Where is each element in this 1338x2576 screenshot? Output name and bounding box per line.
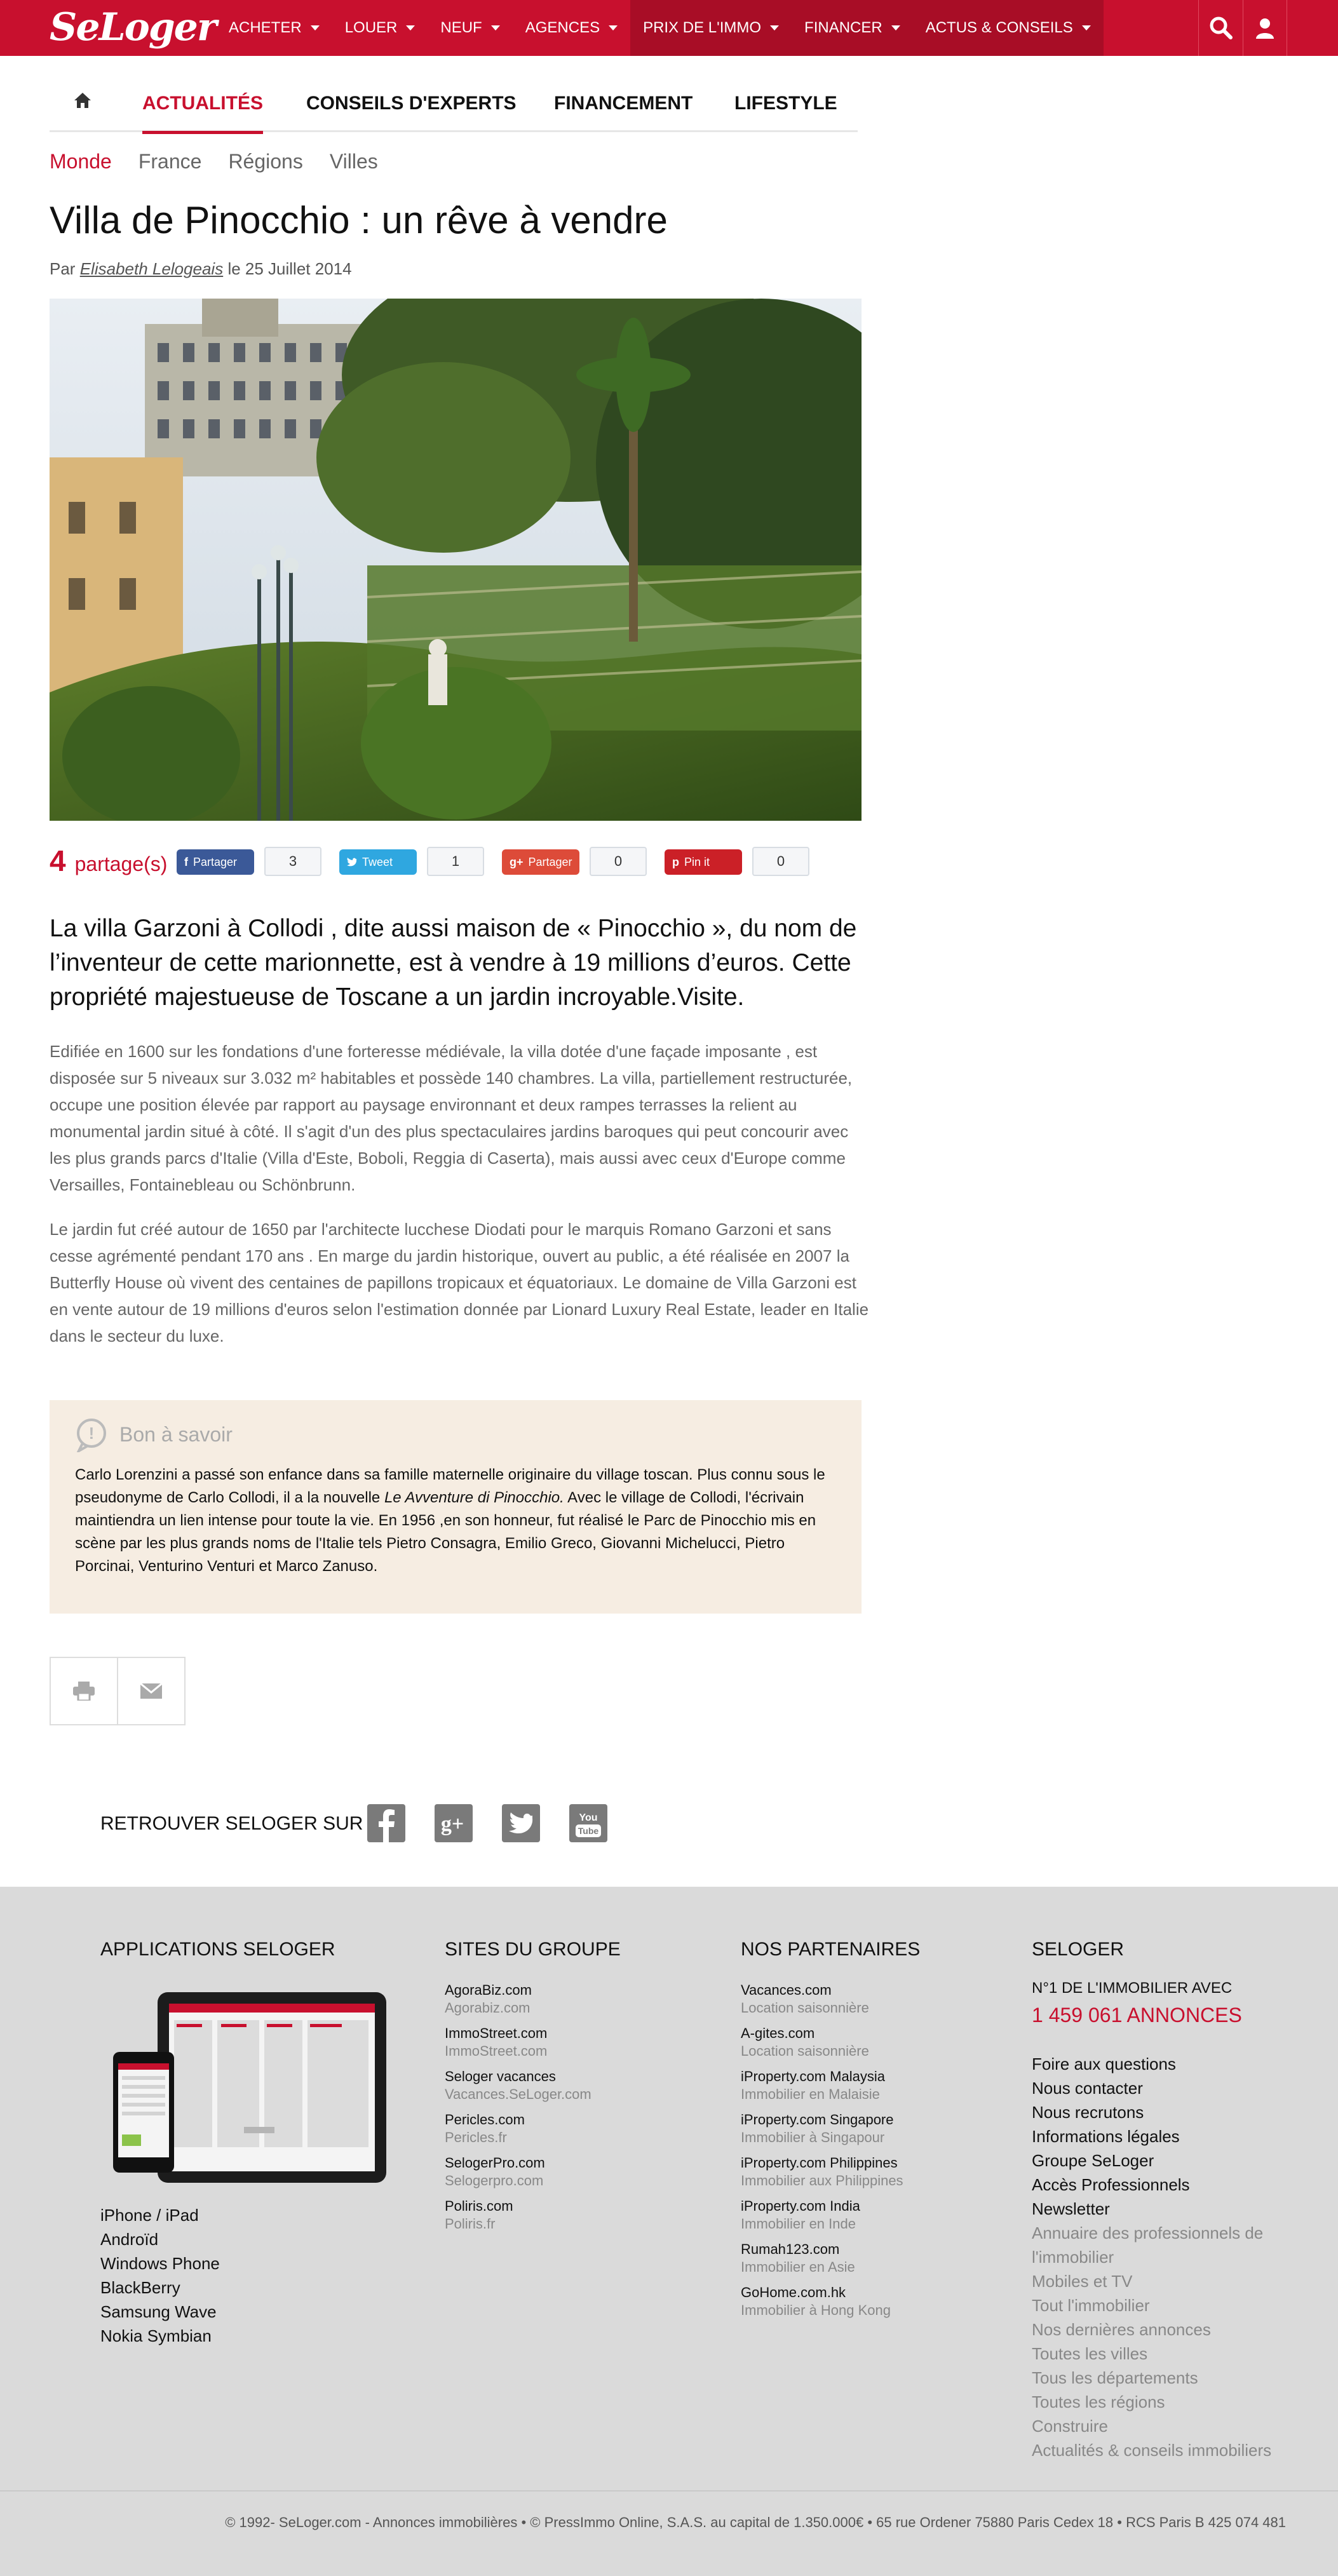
nav-item-agences[interactable] — [513, 0, 630, 56]
info-box-text — [75, 1464, 837, 1578]
footer-link-faq[interactable]: Foire aux questions — [1032, 2054, 1176, 2074]
home-icon — [74, 91, 91, 109]
chevron-down-icon — [770, 25, 779, 30]
google-plus-share-count: 0 — [590, 847, 647, 876]
apps-device-image — [100, 1982, 399, 2192]
partner-link[interactable]: iProperty.com Philippines — [741, 2155, 898, 2171]
share-label: partage(s) — [74, 853, 168, 875]
article-title: Villa de Pinocchio : un rêve à vendre — [50, 199, 668, 241]
tab-financement[interactable]: FINANCEMENT — [554, 93, 693, 114]
group-site-domain: Poliris.fr — [445, 2216, 496, 2232]
footer-heading-partners: NOS PARTENAIRES — [741, 1939, 921, 1960]
tab-lifestyle[interactable]: LIFESTYLE — [734, 93, 837, 114]
pinterest-icon: p — [672, 855, 679, 868]
group-site-link[interactable]: AgoraBiz.com — [445, 1982, 532, 1998]
home-link[interactable] — [74, 91, 91, 112]
pinterest-pin-button[interactable] — [665, 849, 742, 875]
chevron-down-icon — [491, 25, 500, 30]
nav-item-financer[interactable] — [792, 0, 913, 56]
info-box-header — [75, 1417, 233, 1452]
group-site-link[interactable]: Seloger vacances — [445, 2068, 556, 2084]
region-link-france[interactable]: France — [138, 150, 202, 173]
info-box-text-part: Carlo Lorenzini a passé son enfance dans sa famille maternelle originaire du village toscan. Plus connu sous le pseudonyme de Carlo Collodi, il a la nouvelle — [75, 1466, 825, 1506]
group-site-link[interactable]: Pericles.com — [445, 2112, 525, 2128]
nav-item-louer[interactable] — [332, 0, 428, 56]
info-box — [50, 1400, 862, 1614]
footer-link-directory-cont[interactable]: l'immobilier — [1032, 2248, 1114, 2267]
region-link-monde[interactable]: Monde — [50, 150, 112, 173]
group-site-domain: Vacances.SeLoger.com — [445, 2086, 591, 2102]
partner-description: Immobilier à Singapour — [741, 2129, 885, 2145]
section-tabs — [50, 83, 858, 132]
app-link-samsung-wave[interactable]: Samsung Wave — [100, 2302, 217, 2321]
app-link-nokia-symbian[interactable]: Nokia Symbian — [100, 2326, 212, 2345]
footer-link-jobs[interactable]: Nous recrutons — [1032, 2103, 1144, 2122]
nav-label: FINANCER — [804, 19, 882, 36]
region-link-villes[interactable]: Villes — [329, 150, 378, 173]
article-lead: La villa Garzoni à Collodi , dite aussi maison de « Pinocchio », du nom de l’inventeur de cette marionnette, est à vendre à 19 millions d’euros. Cette propriété majestueuse de Toscane a un jardin incroyable.Visite. — [50, 915, 857, 1011]
article-date: le 25 Juillet 2014 — [227, 259, 352, 278]
footer-link-news-advice[interactable]: Actualités & conseils immobiliers — [1032, 2441, 1272, 2460]
chevron-down-icon — [311, 25, 320, 30]
partner-description: Immobilier à Hong Kong — [741, 2302, 891, 2318]
twitter-link[interactable] — [502, 1804, 540, 1842]
seloger-logo[interactable]: SeLoger — [50, 5, 216, 50]
nav-item-neuf[interactable] — [428, 0, 512, 56]
footer-heading-group: SITES DU GROUPE — [445, 1939, 621, 1960]
article-byline — [50, 259, 352, 279]
facebook-share-button[interactable] — [177, 849, 254, 875]
listings-count: 1 459 061 ANNONCES — [1032, 2004, 1242, 2026]
google-plus-icon: g+ — [510, 855, 524, 868]
footer-link-build[interactable]: Construire — [1032, 2417, 1108, 2436]
facebook-icon: f — [184, 855, 188, 868]
share-total: 4 — [50, 844, 66, 877]
account-button[interactable] — [1243, 0, 1287, 56]
app-link-windows-phone[interactable]: Windows Phone — [100, 2254, 220, 2273]
region-filter — [50, 150, 378, 175]
partner-link[interactable]: A-gites.com — [741, 2025, 815, 2041]
user-icon — [1255, 17, 1275, 39]
tab-conseils-experts[interactable]: CONSEILS D'EXPERTS — [306, 93, 517, 114]
twitter-tweet-button[interactable] — [339, 849, 417, 875]
facebook-link[interactable] — [367, 1804, 405, 1842]
partner-link[interactable]: iProperty.com India — [741, 2198, 860, 2214]
svg-text:Tube: Tube — [578, 1826, 599, 1836]
group-site-link[interactable]: Poliris.com — [445, 2198, 513, 2214]
author-link[interactable]: Elisabeth Lelogeais — [79, 259, 224, 278]
partner-link[interactable]: iProperty.com Malaysia — [741, 2068, 885, 2084]
app-link-iphone[interactable]: iPhone / iPad — [100, 2206, 199, 2225]
footer-link-mobile-tv[interactable]: Mobiles et TV — [1032, 2272, 1133, 2291]
google-plus-icon — [435, 1804, 473, 1842]
twitter-icon — [347, 858, 357, 867]
partner-description: Immobilier en Malaisie — [741, 2086, 880, 2102]
footer-heading-apps: APPLICATIONS SELOGER — [100, 1939, 335, 1960]
nav-label: AGENCES — [525, 19, 600, 36]
twitter-share-count: 1 — [427, 847, 484, 876]
top-navigation-bar — [0, 0, 1338, 56]
print-button[interactable] — [50, 1657, 118, 1725]
group-site-domain: ImmoStreet.com — [445, 2043, 548, 2059]
google-plus-link[interactable] — [435, 1804, 473, 1842]
footer-link-newsletter[interactable]: Newsletter — [1032, 2199, 1110, 2218]
partner-description: Immobilier aux Philippines — [741, 2173, 903, 2188]
youtube-link[interactable] — [569, 1804, 607, 1842]
footer-link-all-cities[interactable]: Toutes les villes — [1032, 2344, 1148, 2363]
partner-description: Immobilier en Inde — [741, 2216, 856, 2232]
header-actions — [1198, 0, 1287, 56]
info-box-text-part: Avec le village de Collodi, l'écrivain maintiendra un lien intense pour toute la vie. En 1956 ,en son honneur, fut réalisé le Parc de Pinocchio mis en scène par les plus grands noms de l'Italie tels Pietro Consagra, Emilio Greco, Giovanni Michelucci, Pietro Porcinai, Venturino Venturi et Marco Zanuso. — [75, 1489, 816, 1575]
share-button-label: Partager — [193, 855, 238, 868]
nav-label: NEUF — [440, 19, 482, 36]
nav-label: ACHETER — [229, 19, 302, 36]
copyright-notice: © 1992- SeLoger.com - Annonces immobilières • © PressImmo Online, S.A.S. au capital de 1.350.000€ • 65 rue Ordener 75880 Paris Cedex 18 • RCS Paris B 425 074 481 — [0, 2490, 1338, 2576]
footer-link-contact[interactable]: Nous contacter — [1032, 2079, 1143, 2098]
seloger-tagline: N°1 DE L'IMMOBILIER AVEC — [1032, 1979, 1233, 1997]
search-button[interactable] — [1198, 0, 1243, 56]
app-link-android[interactable]: Androïd — [100, 2230, 159, 2249]
chevron-down-icon — [891, 25, 900, 30]
group-site-domain: Selogerpro.com — [445, 2173, 544, 2188]
share-button-label: Partager — [528, 855, 572, 868]
footer-link-all-real-estate[interactable]: Tout l'immobilier — [1032, 2296, 1150, 2315]
partner-description: Immobilier en Asie — [741, 2259, 855, 2275]
footer-link-all-departments[interactable]: Tous les départements — [1032, 2368, 1198, 2387]
partner-link[interactable]: Vacances.com — [741, 1982, 832, 1998]
youtube-icon — [569, 1804, 607, 1842]
share-counter — [50, 844, 167, 882]
search-icon — [1208, 15, 1234, 41]
partner-link[interactable]: iProperty.com Singapore — [741, 2112, 894, 2128]
footer-link-group[interactable]: Groupe SeLoger — [1032, 2151, 1154, 2170]
mail-icon — [140, 1683, 162, 1699]
partner-description: Location saisonnière — [741, 2000, 869, 2016]
footer-link-legal[interactable]: Informations légales — [1032, 2127, 1180, 2146]
group-site-link[interactable]: ImmoStreet.com — [445, 2025, 548, 2041]
footer-heading-seloger: SELOGER — [1032, 1939, 1125, 1960]
nav-item-acheter[interactable] — [216, 0, 332, 56]
hero-image — [50, 299, 862, 821]
share-button-label: Tweet — [362, 855, 393, 868]
footer-link-directory[interactable]: Annuaire des professionnels de — [1032, 2223, 1264, 2242]
google-plus-share-button[interactable] — [502, 849, 579, 875]
main-nav — [216, 0, 1104, 56]
group-site-domain: Agorabiz.com — [445, 2000, 530, 2016]
question-bubble-icon — [75, 1417, 111, 1452]
nav-label: PRIX DE L'IMMO — [643, 19, 762, 36]
follow-label: RETROUVER SELOGER SUR — [100, 1813, 363, 1834]
facebook-share-count: 3 — [264, 847, 321, 876]
footer-link-latest-listings[interactable]: Nos dernières annonces — [1032, 2320, 1211, 2339]
svg-text:g+: g+ — [440, 1812, 464, 1836]
footer-link-all-regions[interactable]: Toutes les régions — [1032, 2392, 1165, 2411]
svg-text:You: You — [579, 1812, 598, 1823]
nav-item-actus-conseils[interactable] — [913, 0, 1104, 56]
chevron-down-icon — [1082, 25, 1091, 30]
tab-actualites[interactable]: ACTUALITÉS — [142, 83, 263, 132]
partner-link[interactable]: Rumah123.com — [741, 2241, 840, 2257]
article-paragraph: Edifiée en 1600 sur les fondations d'une forteresse médiévale, la villa dotée d'une façade imposante , est disposée sur 5 niveaux sur 3.032 m² habitables et possède 140 chambres. La villa, partiellement restructurée, occupe une position élevée par rapport au paysage environnant et deux rampes terrasses la relient au monumental jardin situé à côté. Il s'agit d'un des plus spectaculaires jardins baroques qui peut concourir avec les plus grands parcs d'Italie (Villa d'Este, Boboli, Reggia di Caserta), mais aussi avec ceux d'Europe comme Versailles, Fontainebleau ou Schönbrunn. — [50, 1042, 853, 1194]
nav-label: LOUER — [344, 19, 398, 36]
facebook-icon — [367, 1804, 405, 1842]
twitter-icon — [502, 1804, 540, 1842]
chevron-down-icon — [406, 25, 415, 30]
book-title: Le Avventure di Pinocchio. — [384, 1489, 564, 1506]
partner-link[interactable]: GoHome.com.hk — [741, 2284, 846, 2300]
partner-description: Location saisonnière — [741, 2043, 869, 2059]
pinterest-share-count: 0 — [752, 847, 809, 876]
chevron-down-icon — [609, 25, 618, 30]
group-site-link[interactable]: SelogerPro.com — [445, 2155, 545, 2171]
info-box-title: Bon à savoir — [119, 1422, 233, 1446]
share-button-label: Pin it — [684, 855, 710, 868]
svg-text:!: ! — [88, 1424, 95, 1443]
nav-label: ACTUS & CONSEILS — [925, 19, 1073, 36]
byline-prefix: Par — [50, 259, 76, 278]
nav-item-prix-immo[interactable] — [630, 0, 792, 56]
app-link-blackberry[interactable]: BlackBerry — [100, 2278, 180, 2297]
group-site-domain: Pericles.fr — [445, 2129, 507, 2145]
footer-link-pro-access[interactable]: Accès Professionnels — [1032, 2175, 1190, 2194]
print-icon — [73, 1682, 95, 1701]
region-link-regions[interactable]: Régions — [228, 150, 303, 173]
email-button[interactable] — [117, 1657, 186, 1725]
article-paragraph: Le jardin fut créé autour de 1650 par l'architecte lucchese Diodati pour le marquis Romano Garzoni et sans cesse agrémenté pendant 170 ans . En marge du jardin historique, ouvert au public, a été réalisée en 2007 la Butterfly House où vivent des centaines de papillons tropicaux et équatoriaux. Le domaine de Villa Garzoni est en vente autour de 19 millions d'euros selon l'estimation donnée par Lionard Luxury Real Estate, leader en Italie dans le secteur du luxe. — [50, 1220, 869, 1345]
